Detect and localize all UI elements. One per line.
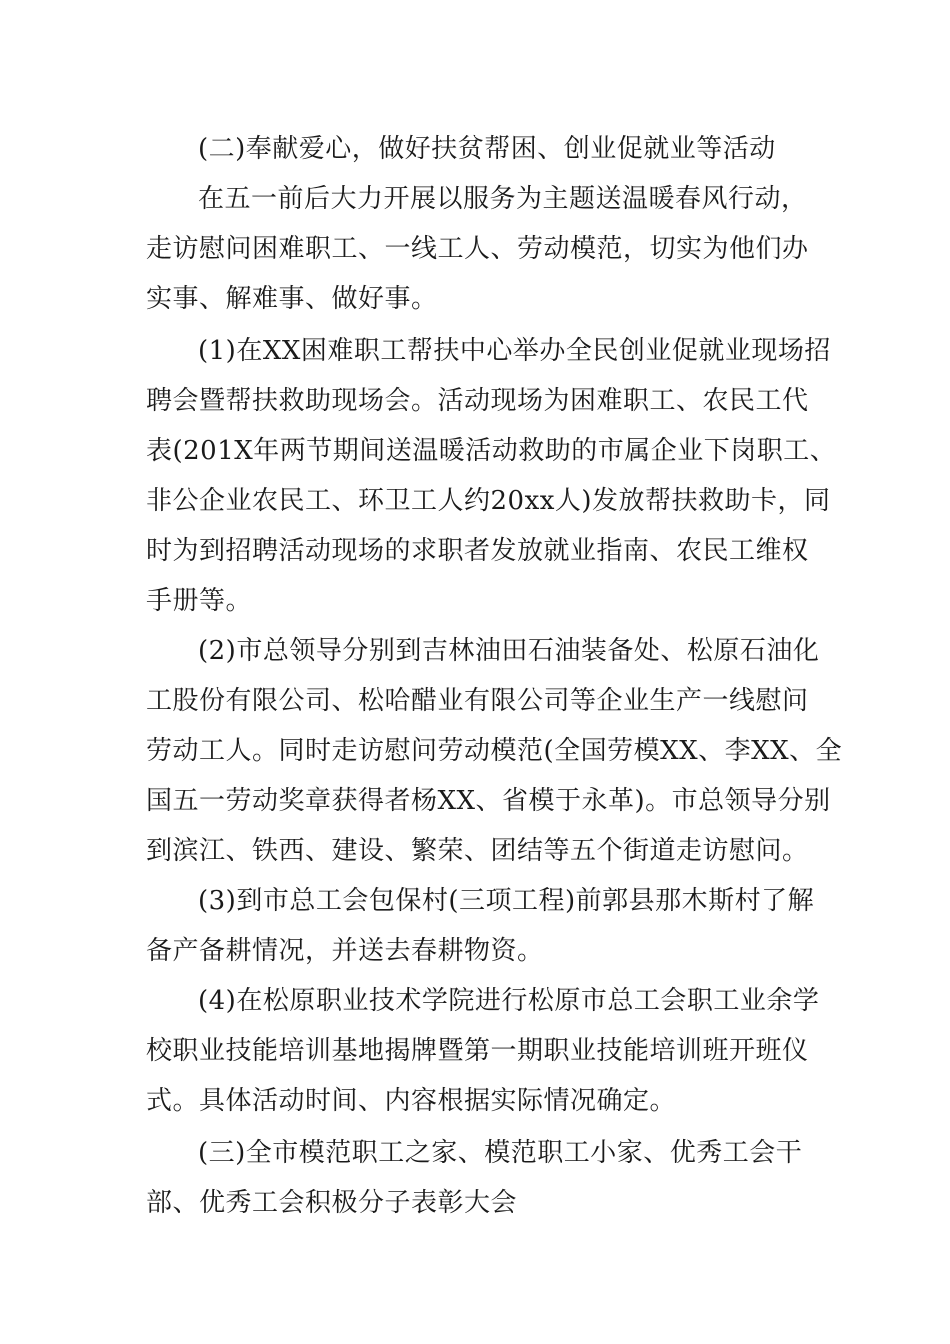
section-heading: (二)奉献爱心，做好扶贫帮困、创业促就业等活动 bbox=[198, 134, 776, 164]
paragraph-line: (1)在XX困难职工帮扶中心举办全民创业促就业现场招 bbox=[198, 336, 831, 366]
paragraph-line: 非公企业农民工、环卫工人约20xx人)发放帮扶救助卡，同 bbox=[146, 486, 831, 516]
section-heading: 部、优秀工会积极分子表彰大会 bbox=[146, 1188, 518, 1218]
paragraph-line: 表(201X年两节期间送温暖活动救助的市属企业下岗职工、 bbox=[146, 436, 837, 466]
paragraph-line: 校职业技能培训基地揭牌暨第一期职业技能培训班开班仪 bbox=[146, 1036, 809, 1066]
paragraph-line: 工股份有限公司、松哈醋业有限公司等企业生产一线慰问 bbox=[146, 686, 809, 716]
paragraph-line: 到滨江、铁西、建设、繁荣、团结等五个街道走访慰问。 bbox=[146, 836, 809, 866]
paragraph-line: 式。具体活动时间、内容根据实际情况确定。 bbox=[146, 1086, 677, 1116]
paragraph-line: 时为到招聘活动现场的求职者发放就业指南、农民工维权 bbox=[146, 536, 809, 566]
paragraph-line: 走访慰问困难职工、一线工人、劳动模范，切实为他们办 bbox=[146, 234, 809, 264]
section-heading: (三)全市模范职工之家、模范职工小家、优秀工会干 bbox=[198, 1138, 803, 1168]
paragraph-line: 在五一前后大力开展以服务为主题送温暖春风行动， bbox=[198, 184, 808, 214]
paragraph-line: 国五一劳动奖章获得者杨XX、省模于永革)。市总领导分别 bbox=[146, 786, 831, 816]
paragraph-line: (2)市总领导分别到吉林油田石油装备处、松原石油化 bbox=[198, 636, 820, 666]
paragraph-line: 手册等。 bbox=[146, 586, 253, 616]
paragraph-line: 备产备耕情况，并送去春耕物资。 bbox=[146, 936, 544, 966]
paragraph-line: 聘会暨帮扶救助现场会。活动现场为困难职工、农民工代 bbox=[146, 386, 809, 416]
paragraph-line: 劳动工人。同时走访慰问劳动模范(全国劳模XX、李XX、全 bbox=[146, 736, 843, 766]
paragraph-line: 实事、解难事、做好事。 bbox=[146, 284, 438, 314]
paragraph-line: (4)在松原职业技术学院进行松原市总工会职工业余学 bbox=[198, 986, 820, 1016]
paragraph-line: (3)到市总工会包保村(三项工程)前郭县那木斯村了解 bbox=[198, 886, 815, 916]
